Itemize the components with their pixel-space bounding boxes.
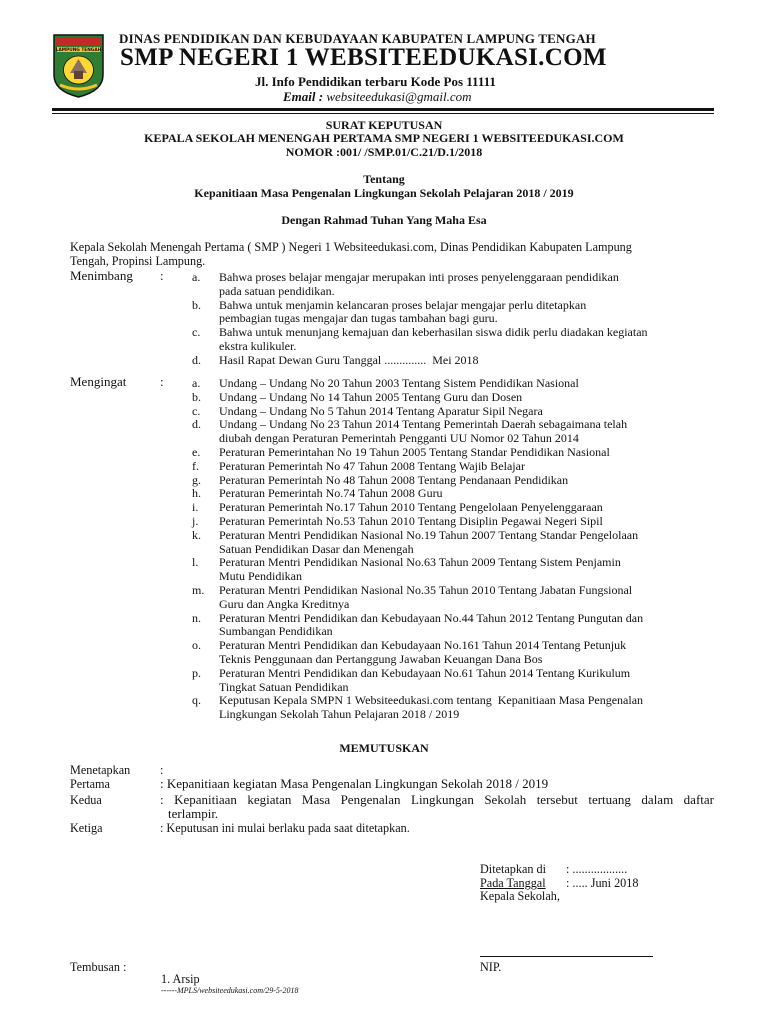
copy-item: 1. Arsip — [161, 972, 200, 986]
menetapkan-label: Menetapkan — [70, 763, 131, 777]
doc-blessing: Dengan Rahmad Tuhan Yang Maha Esa — [281, 213, 487, 227]
kedua-label: Kedua — [70, 793, 102, 807]
list-item — [192, 487, 643, 501]
list-item-letter: h. — [192, 486, 201, 501]
regency-crest-icon — [52, 33, 105, 99]
list-item-text: Bahwa untuk menunjang kemajuan dan keberhasilan siswa didik perlu diadakan kegiatan — [219, 325, 648, 340]
signer-position: Kepala Sekolah, — [480, 889, 560, 903]
list-item-letter — [192, 708, 219, 722]
list-item-letter — [192, 312, 219, 326]
doc-subject: Kepanitiaan Masa Pengenalan Lingkungan Sekolah Pelajaran 2018 / 2019 — [194, 186, 574, 200]
list-item — [192, 326, 648, 354]
copy-label: Tembusan : — [70, 960, 127, 974]
agency-name: DINAS PENDIDIKAN DAN KEBUDAYAAN KABUPATEN LAMPUNG TENGAH — [119, 31, 596, 46]
place-label: Ditetapkan di — [480, 862, 546, 876]
doc-about: Tentang — [363, 172, 405, 186]
kedua-value-line-1: : Kepanitiaan kegiatan Masa Pengenalan Lingkungan Sekolah tersebut tertuang dalam daftar — [160, 792, 714, 807]
list-item-text: Peraturan Pemerintahan No 19 Tahun 2005 Tentang Standar Pendidikan Nasional — [219, 444, 610, 459]
list-item-letter — [192, 625, 219, 639]
list-item-text: Peraturan Mentri Pendidikan Nasional No.63 Tahun 2009 Tentang Sistem Penjamin — [219, 555, 621, 570]
list-item-text: pembagian tugas mengajar dan tugas tambahan bagi guru. — [219, 311, 498, 326]
list-item-text: Bahwa proses belajar mengajar merupakan inti proses penyelenggaraan pendidikan — [219, 270, 619, 284]
list-item-letter: d. — [192, 417, 201, 432]
list-item-letter — [192, 570, 219, 584]
list-item — [192, 418, 643, 446]
list-item-letter: j. — [192, 513, 199, 528]
menetapkan-value: : — [160, 763, 164, 777]
ketiga-label: Ketiga — [70, 821, 103, 835]
list-item-text: Peraturan Mentri Pendidikan Nasional No.19 Tahun 2007 Tentang Standar Pengelolaan — [219, 527, 639, 542]
list-item — [192, 391, 643, 405]
signature-line — [480, 956, 653, 957]
list-item-text: Bahwa untuk menjamin kelancaran proses belajar mengajar perlu ditetapkan — [219, 297, 587, 312]
list-item-letter: c. — [192, 325, 201, 340]
list-item — [192, 529, 643, 557]
signer-nip: NIP. — [480, 960, 502, 974]
list-item-letter — [192, 340, 219, 354]
place-value: : .................. — [566, 862, 628, 876]
list-item-text: diubah dengan Peraturan Pemerintah Pengganti UU Nomor 02 Tahun 2014 — [219, 431, 579, 446]
list-item-letter: b. — [192, 389, 201, 404]
date-label: Pada Tanggal — [480, 876, 546, 890]
list-item — [192, 515, 643, 529]
list-item-letter: d. — [192, 352, 201, 367]
list-item — [192, 405, 643, 419]
kedua-value-line-2: terlampir. — [168, 806, 219, 821]
list-item-text: Peraturan Mentri Pendidikan dan Kebudayaan No.61 Tahun 2014 Tentang Kurikulum — [219, 665, 631, 680]
doc-title: SURAT KEPUTUSAN — [325, 118, 443, 132]
list-item-letter: q. — [192, 693, 201, 708]
list-item — [192, 354, 648, 368]
decision-heading: MEMUTUSKAN — [339, 741, 429, 755]
regency-logo — [52, 33, 105, 99]
menimbang-colon: : — [160, 268, 164, 283]
mengingat-colon: : — [160, 374, 164, 389]
doc-footer-code: ------MPLS/websiteedukasi.com/29-5-2018 — [161, 986, 299, 995]
list-item-text: Peraturan Mentri Pendidikan dan Kebudayaan No.161 Tahun 2014 Tentang Petunjuk — [219, 638, 627, 653]
list-item-text: Guru dan Angka Kreditnya — [219, 596, 350, 611]
list-item-letter — [192, 598, 219, 612]
list-item-letter: m. — [192, 582, 205, 597]
doc-issuer: KEPALA SEKOLAH MENENGAH PERTAMA SMP NEGERI 1 WEBSITEEDUKASI.COM — [144, 131, 624, 145]
list-item — [192, 501, 643, 515]
doc-number: NOMOR :001/ /SMP.01/C.21/D.1/2018 — [285, 145, 483, 159]
list-item-text: Peraturan Pemerintah No.74 Tahun 2008 Guru — [219, 486, 443, 501]
list-item-text: Peraturan Pemerintah No.53 Tahun 2010 Tentang Disiplin Pegawai Negeri Sipil — [219, 513, 603, 528]
menimbang-list — [192, 271, 648, 368]
list-item-letter: l. — [192, 555, 199, 570]
list-item-text: Undang – Undang No 14 Tahun 2005 Tentang Guru dan Dosen — [219, 389, 523, 404]
svg-text:LAMPUNG TENGAH: LAMPUNG TENGAH — [55, 48, 102, 54]
list-item-letter: p. — [192, 665, 201, 680]
pertama-value: : Kepanitiaan kegiatan Masa Pengenalan Lingkungan Sekolah 2018 / 2019 — [160, 776, 549, 791]
list-item-letter: i. — [192, 500, 199, 515]
mengingat-list — [192, 377, 643, 722]
list-item-text: Sumbangan Pendidikan — [219, 624, 333, 639]
list-item — [192, 460, 643, 474]
header-rule-thick — [52, 108, 714, 111]
list-item-text: Teknis Penggunaan dan Pertanggung Jawaban Keuangan Dana Bos — [219, 651, 543, 666]
list-item-text: Peraturan Pemerintah No 48 Tahun 2008 Tentang Pendanaan Pendidikan — [219, 472, 569, 487]
list-item — [192, 584, 643, 612]
list-item — [192, 667, 643, 695]
list-item-letter — [192, 432, 219, 446]
list-item — [192, 639, 643, 667]
list-item-text: Hasil Rapat Dewan Guru Tanggal .............. Mei 2018 — [219, 352, 479, 367]
list-item — [192, 446, 643, 460]
date-value: : ..... Juni 2018 — [566, 876, 639, 890]
list-item-text: Undang – Undang No 5 Tahun 2014 Tentang Aparatur Sipil Negara — [219, 403, 543, 418]
email-value: websiteedukasi@gmail.com — [326, 89, 472, 104]
intro-line-1: Kepala Sekolah Menengah Pertama ( SMP ) Negeri 1 Websiteedukasi.com, Dinas Pendidikan Kabupaten Lampung — [70, 240, 632, 254]
list-item-text: Mutu Pendidikan — [219, 569, 302, 584]
list-item-text: ekstra kulikuler. — [219, 338, 297, 353]
list-item-letter: k. — [192, 527, 201, 542]
list-item — [192, 694, 643, 722]
list-item-text: Lingkungan Sekolah Tahun Pelajaran 2018 / 2019 — [219, 707, 460, 722]
list-item — [192, 271, 648, 299]
list-item-letter: b. — [192, 297, 201, 312]
list-item-text: Tingkat Satuan Pendidikan — [219, 679, 349, 694]
list-item-letter: a. — [192, 270, 201, 284]
list-item-text: pada satuan pendidikan. — [219, 283, 335, 298]
list-item — [192, 377, 643, 391]
mengingat-label: Mengingat — [70, 374, 127, 389]
list-item — [192, 474, 643, 488]
list-item-letter — [192, 681, 219, 695]
menimbang-label: Menimbang — [70, 268, 133, 283]
list-item-letter: o. — [192, 638, 201, 653]
intro-line-2: Tengah, Propinsi Lampung. — [70, 254, 206, 268]
list-item-letter — [192, 653, 219, 667]
list-item-letter — [192, 543, 219, 557]
header-rule-thin — [52, 113, 714, 114]
list-item — [192, 299, 648, 327]
list-item-text: Peraturan Mentri Pendidikan Nasional No.35 Tahun 2010 Tentang Jabatan Fungsional — [219, 582, 633, 597]
list-item-text: Peraturan Pemerintah No.17 Tahun 2010 Tentang Pengelolaan Penyelenggaraan — [219, 500, 603, 515]
list-item-text: Keputusan Kepala SMPN 1 Websiteedukasi.com tentang Kepanitiaan Masa Pengenalan — [219, 693, 644, 708]
list-item-letter: c. — [192, 403, 201, 418]
school-name: SMP NEGERI 1 WEBSITEEDUKASI.COM — [120, 44, 607, 71]
list-item-text: Undang – Undang No 20 Tahun 2003 Tentang Sistem Pendidikan Nasional — [219, 376, 579, 390]
list-item-letter: e. — [192, 444, 201, 459]
list-item-text: Undang – Undang No 23 Tahun 2014 Tentang Pemerintah Daerah sebagaimana telah — [219, 417, 628, 432]
pertama-label: Pertama — [70, 777, 110, 791]
list-item-text: Peraturan Pemerintah No 47 Tahun 2008 Tentang Wajib Belajar — [219, 458, 525, 473]
list-item-letter: n. — [192, 610, 201, 625]
school-address: Jl. Info Pendidikan terbaru Kode Pos 11111 — [255, 74, 496, 89]
list-item-letter: g. — [192, 472, 201, 487]
list-item — [192, 612, 643, 640]
list-item-text: Peraturan Mentri Pendidikan dan Kebudayaan No.44 Tahun 2012 Tentang Pungutan dan — [219, 610, 644, 625]
ketiga-value: : Keputusan ini mulai berlaku pada saat ditetapkan. — [160, 821, 410, 835]
list-item-letter — [192, 285, 219, 299]
list-item-letter: f. — [192, 458, 199, 473]
list-item-letter: a. — [192, 376, 201, 390]
school-email — [283, 89, 472, 105]
list-item — [192, 556, 643, 584]
email-label: Email : — [283, 89, 324, 104]
list-item-text: Satuan Pendidikan Dasar dan Menengah — [219, 541, 414, 556]
